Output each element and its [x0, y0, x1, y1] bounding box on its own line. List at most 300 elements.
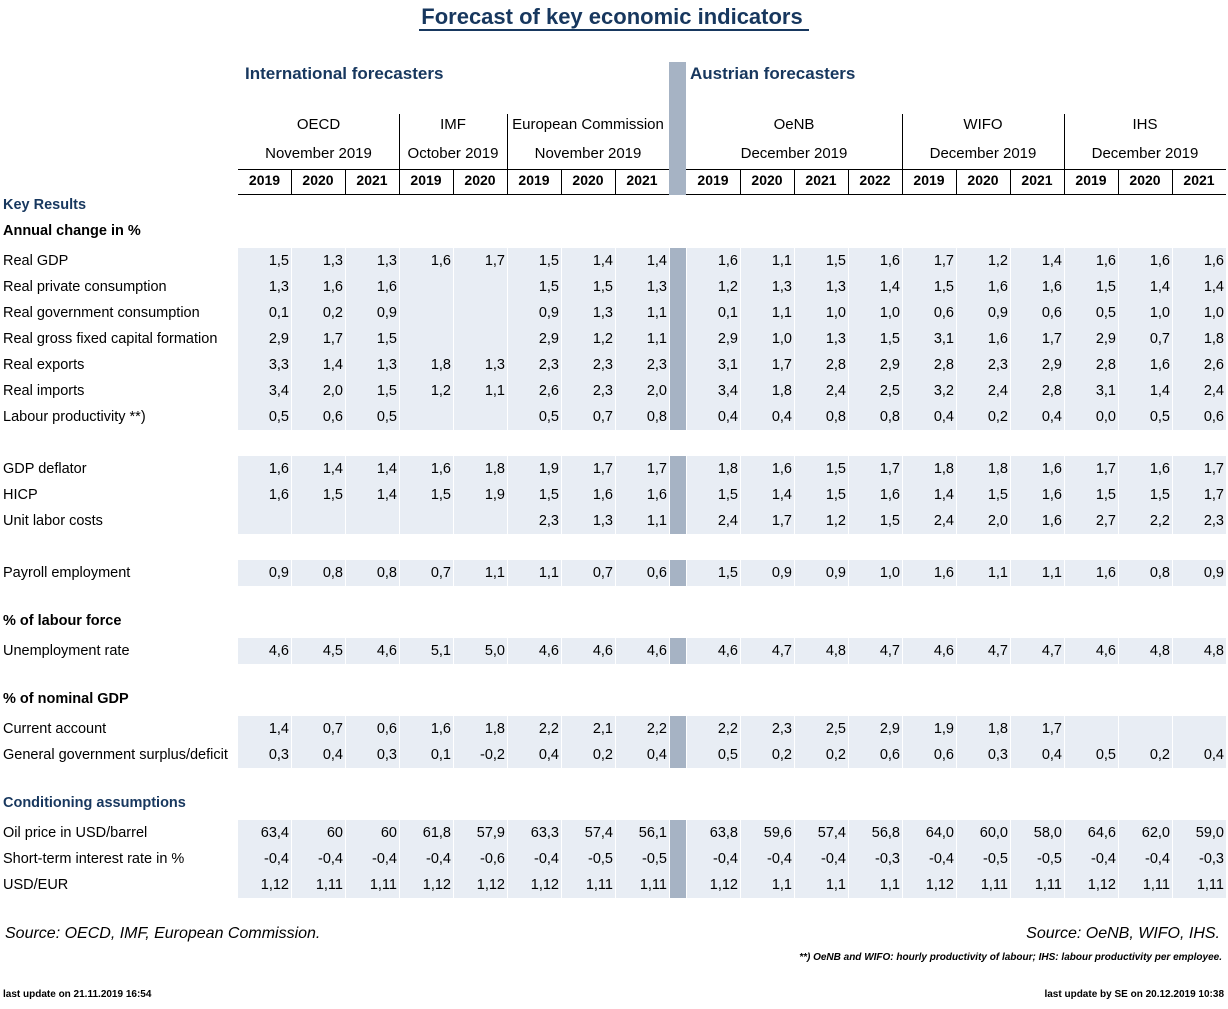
table-cell: 1,3	[592, 513, 613, 529]
table-cell: 1,12	[1087, 877, 1116, 893]
table-cell: 1,6	[1041, 513, 1062, 529]
table-cell: 1,7	[592, 461, 613, 477]
column-org: OeNB	[773, 116, 815, 133]
table-cell: -0,4	[929, 851, 954, 867]
table-cell: 1,11	[369, 877, 397, 893]
year-header: 2021	[1183, 172, 1215, 188]
column-date: December 2019	[1091, 145, 1199, 162]
table-cell: 56,8	[871, 825, 900, 841]
year-header: 2019	[518, 172, 550, 188]
table-cell: 1,8	[1203, 331, 1224, 347]
table-cell: 59,0	[1195, 825, 1224, 841]
table-cell: 0,4	[717, 409, 738, 425]
table-cell: 1,2	[717, 279, 738, 295]
section-annual-change: Annual change in %	[3, 223, 141, 239]
table-cell: 1,2	[430, 383, 451, 399]
column-date: November 2019	[534, 145, 642, 162]
table-cell: 57,4	[584, 825, 613, 841]
table-cell: 1,2	[592, 331, 613, 347]
table-cell: 1,3	[825, 331, 846, 347]
table-cell: 0,7	[1149, 331, 1170, 347]
year-divider	[561, 170, 562, 194]
year-header: 2019	[913, 172, 945, 188]
table-cell: 0,5	[268, 409, 289, 425]
table-cell: 2,2	[1149, 513, 1170, 529]
table-cell: 1,7	[322, 331, 343, 347]
table-cell: 1,11	[639, 877, 667, 893]
header-rule	[902, 194, 1064, 195]
table-cell: 1,5	[1149, 487, 1170, 503]
table-cell: 1,2	[825, 513, 846, 529]
table-cell: 5,0	[484, 643, 505, 659]
table-cell: 1,11	[1142, 877, 1170, 893]
table-cell: 1,3	[646, 279, 667, 295]
source-international: Source: OECD, IMF, European Commission.	[5, 925, 321, 942]
table-cell: 2,4	[717, 513, 738, 529]
table-cell: 1,8	[987, 721, 1008, 737]
table-cell: 1,5	[1095, 279, 1116, 295]
table-cell: 0,8	[646, 409, 667, 425]
table-cell: 1,11	[315, 877, 343, 893]
table-cell: 57,4	[817, 825, 846, 841]
table-cell: 1,8	[717, 461, 738, 477]
table-cell: 1,6	[1095, 565, 1116, 581]
table-cell: 0,4	[771, 409, 792, 425]
table-cell: 1,0	[879, 305, 900, 321]
table-cell: 4,6	[646, 643, 667, 659]
table-cell: 2,3	[771, 721, 792, 737]
table-cell: 4,6	[717, 643, 738, 659]
table-cell: -0,4	[372, 851, 397, 867]
table-cell: 2,6	[1203, 357, 1224, 373]
table-cell: 0,4	[1041, 747, 1062, 763]
table-cell: 1,1	[771, 253, 792, 269]
table-cell: 1,1	[987, 565, 1008, 581]
table-cell: 1,5	[717, 487, 738, 503]
row-label: GDP deflator	[3, 461, 87, 477]
table-cell: 0,2	[825, 747, 846, 763]
section-nominal-gdp: % of nominal GDP	[3, 691, 129, 707]
table-cell: 1,6	[430, 253, 451, 269]
row-label: Real private consumption	[3, 279, 167, 295]
table-cell: 1,6	[879, 487, 900, 503]
table-cell: 0,6	[1203, 409, 1224, 425]
table-cell: 1,0	[771, 331, 792, 347]
table-cell: 5,1	[430, 643, 451, 659]
table-cell: -0,6	[480, 851, 505, 867]
table-cell: -0,5	[588, 851, 613, 867]
source-austrian: Source: OeNB, WIFO, IHS.	[1026, 925, 1220, 942]
year-header: 2020	[302, 172, 334, 188]
table-cell: 0,3	[268, 747, 289, 763]
table-cell: -0,4	[264, 851, 289, 867]
table-cell: 2,9	[268, 331, 289, 347]
table-cell: 3,4	[717, 383, 738, 399]
year-divider	[740, 170, 741, 194]
table-cell: -0,4	[821, 851, 846, 867]
table-cell: 1,6	[1041, 461, 1062, 477]
table-cell: 2,3	[987, 357, 1008, 373]
table-cell: 1,4	[1041, 253, 1062, 269]
table-cell: 1,3	[484, 357, 505, 373]
table-cell: 57,9	[476, 825, 505, 841]
table-cell: 1,6	[1095, 253, 1116, 269]
table-cell: 0,2	[771, 747, 792, 763]
table-cell: 64,6	[1087, 825, 1116, 841]
table-cell: -0,4	[767, 851, 792, 867]
header-rule	[238, 194, 399, 195]
row-label: Real gross fixed capital formation	[3, 331, 218, 347]
table-cell: -0,4	[1091, 851, 1116, 867]
row-label: Unit labor costs	[3, 513, 103, 529]
table-cell: 1,6	[987, 279, 1008, 295]
table-cell: 2,4	[933, 513, 954, 529]
table-cell: 1,4	[1149, 383, 1170, 399]
table-cell: 1,1	[484, 565, 505, 581]
year-divider	[1172, 170, 1173, 194]
table-cell: 2,9	[879, 721, 900, 737]
table-cell: 1,6	[592, 487, 613, 503]
table-cell: 0,2	[987, 409, 1008, 425]
table-cell: 1,5	[592, 279, 613, 295]
section-labour-force: % of labour force	[3, 613, 122, 629]
table-cell: 0,4	[933, 409, 954, 425]
table-cell: 4,6	[268, 643, 289, 659]
table-cell: 4,6	[538, 643, 559, 659]
header-rule	[399, 194, 507, 195]
table-cell: 1,0	[879, 565, 900, 581]
table-cell: 1,3	[771, 279, 792, 295]
table-cell: 1,6	[1041, 279, 1062, 295]
year-header: 2020	[1129, 172, 1161, 188]
table-cell: 1,3	[376, 253, 397, 269]
table-cell: 0,7	[592, 565, 613, 581]
table-cell: 0,7	[430, 565, 451, 581]
row-label: Real government consumption	[3, 305, 200, 321]
table-cell: 1,3	[322, 253, 343, 269]
year-header: 2019	[697, 172, 729, 188]
table-cell: 1,5	[322, 487, 343, 503]
table-cell: 1,8	[933, 461, 954, 477]
table-cell: 1,4	[1203, 279, 1224, 295]
table-cell: 1,4	[1149, 279, 1170, 295]
table-cell: 2,2	[538, 721, 559, 737]
table-cell: 2,3	[538, 513, 559, 529]
table-cell: 1,5	[987, 487, 1008, 503]
table-cell: 60,0	[979, 825, 1008, 841]
table-cell: -0,4	[426, 851, 451, 867]
table-cell: 0,4	[322, 747, 343, 763]
table-cell: 1,5	[376, 331, 397, 347]
table-cell: 1,12	[260, 877, 289, 893]
table-cell: 4,5	[322, 643, 343, 659]
column-org: WIFO	[963, 116, 1003, 133]
table-cell: 1,4	[646, 253, 667, 269]
table-cell: 63,8	[709, 825, 738, 841]
table-cell: 2,5	[825, 721, 846, 737]
table-cell: 0,2	[592, 747, 613, 763]
table-cell: 4,6	[592, 643, 613, 659]
table-cell: 1,0	[825, 305, 846, 321]
table-cell: 1,8	[987, 461, 1008, 477]
table-cell: 0,1	[268, 305, 289, 321]
table-cell: -0,5	[1037, 851, 1062, 867]
table-cell: 1,5	[879, 513, 900, 529]
table-cell: 1,6	[1149, 357, 1170, 373]
table-cell: 2,5	[879, 383, 900, 399]
table-cell: 60	[380, 825, 397, 841]
table-cell: 1,7	[933, 253, 954, 269]
year-header: 2020	[464, 172, 496, 188]
table-cell: 0,4	[538, 747, 559, 763]
table-cell: 1,9	[484, 487, 505, 503]
table-cell: 1,5	[1095, 487, 1116, 503]
table-cell: 2,0	[646, 383, 667, 399]
table-cell: 0,8	[879, 409, 900, 425]
table-cell: 0,9	[771, 565, 792, 581]
table-cell: 0,6	[933, 305, 954, 321]
table-cell: 4,7	[771, 643, 792, 659]
separator-bar	[670, 560, 686, 586]
table-cell: 1,5	[825, 253, 846, 269]
row-label: Real GDP	[3, 253, 69, 269]
table-cell: 1,0	[1203, 305, 1224, 321]
table-cell: 1,5	[376, 383, 397, 399]
table-cell: 4,8	[1149, 643, 1170, 659]
table-cell: 0,3	[987, 747, 1008, 763]
table-cell: 1,1	[825, 877, 846, 893]
table-cell: 2,8	[933, 357, 954, 373]
table-cell: 1,5	[717, 565, 738, 581]
table-cell: 1,1	[771, 305, 792, 321]
table-cell: 1,11	[1034, 877, 1062, 893]
row-label: Real exports	[3, 357, 85, 373]
table-cell: 1,2	[987, 253, 1008, 269]
separator-bar	[670, 820, 686, 898]
table-cell: 1,5	[538, 487, 559, 503]
table-cell: 1,5	[268, 253, 289, 269]
table-cell: 2,9	[538, 331, 559, 347]
table-cell: 1,4	[879, 279, 900, 295]
year-header: 2019	[248, 172, 281, 188]
year-header: 2020	[572, 172, 604, 188]
table-cell: -0,3	[875, 851, 900, 867]
year-header: 2022	[859, 172, 891, 188]
table-cell: 1,4	[322, 461, 343, 477]
table-cell: 0,8	[1149, 565, 1170, 581]
table-cell: 3,1	[717, 357, 738, 373]
table-cell: 2,9	[879, 357, 900, 373]
year-divider	[615, 170, 616, 194]
table-cell: 63,3	[530, 825, 559, 841]
table-cell: 1,6	[987, 331, 1008, 347]
table-cell: 2,3	[592, 357, 613, 373]
table-cell: 2,0	[987, 513, 1008, 529]
table-cell: -0,4	[1145, 851, 1170, 867]
year-header: 2021	[626, 172, 658, 188]
column-org: IHS	[1132, 116, 1158, 133]
table-cell: 56,1	[638, 825, 667, 841]
table-cell: 2,8	[825, 357, 846, 373]
year-header: 2020	[751, 172, 783, 188]
table-cell: 2,8	[1095, 357, 1116, 373]
table-cell: 1,6	[322, 279, 343, 295]
table-cell: 1,6	[1149, 253, 1170, 269]
table-cell: 1,8	[430, 357, 451, 373]
table-cell: 1,3	[592, 305, 613, 321]
table-cell: 0,9	[825, 565, 846, 581]
table-cell: 1,8	[484, 721, 505, 737]
table-cell: 1,4	[268, 721, 289, 737]
table-cell: 59,6	[763, 825, 792, 841]
table-cell: 1,12	[422, 877, 451, 893]
table-cell: 1,3	[268, 279, 289, 295]
table-cell: 1,6	[1041, 487, 1062, 503]
table-cell: 1,0	[1149, 305, 1170, 321]
section-conditioning: Conditioning assumptions	[3, 795, 186, 811]
table-cell: 0,4	[1041, 409, 1062, 425]
year-divider	[794, 170, 795, 194]
year-header: 2021	[1021, 172, 1053, 188]
table-cell: 1,6	[1203, 253, 1224, 269]
table-cell: 0,5	[717, 747, 738, 763]
table-cell: 1,11	[585, 877, 613, 893]
column-date: October 2019	[407, 145, 499, 162]
table-cell: 2,2	[646, 721, 667, 737]
table-cell: 2,4	[825, 383, 846, 399]
year-divider	[1010, 170, 1011, 194]
table-cell: 0,5	[538, 409, 559, 425]
table-cell: 1,1	[646, 513, 667, 529]
row-label: Real imports	[3, 383, 85, 399]
table-cell: 1,5	[825, 487, 846, 503]
table-cell: 0,1	[717, 305, 738, 321]
row-label: USD/EUR	[3, 877, 69, 893]
table-cell: 0,1	[430, 747, 451, 763]
year-divider	[1118, 170, 1119, 194]
year-divider	[956, 170, 957, 194]
table-cell: 1,5	[933, 279, 954, 295]
section-key-results: Key Results	[3, 197, 87, 213]
table-cell: 1,6	[646, 487, 667, 503]
table-cell: 1,11	[980, 877, 1008, 893]
table-cell: -0,5	[642, 851, 667, 867]
table-cell: 0,4	[1203, 747, 1224, 763]
table-cell: 2,2	[717, 721, 738, 737]
table-cell: 1,7	[771, 357, 792, 373]
table-cell: 0,9	[1203, 565, 1224, 581]
column-date: December 2019	[740, 145, 848, 162]
year-header: 2021	[805, 172, 837, 188]
table-cell: 4,7	[1041, 643, 1062, 659]
table-cell: 4,7	[987, 643, 1008, 659]
table-cell: 0,5	[1095, 747, 1116, 763]
table-cell: 0,9	[268, 565, 289, 581]
footnote: **) OeNB and WIFO: hourly productivity of labour; IHS: labour productivity per employee.	[799, 952, 1222, 963]
separator-bar	[670, 456, 686, 534]
table-cell: 0,0	[1095, 409, 1116, 425]
table-cell: 0,8	[825, 409, 846, 425]
row-label: Current account	[3, 721, 107, 737]
group-austrian: Austrian forecasters	[690, 64, 856, 83]
table-cell: 1,1	[538, 565, 559, 581]
table-cell: 0,7	[592, 409, 613, 425]
year-divider	[453, 170, 454, 194]
table-cell: 0,6	[933, 747, 954, 763]
table-cell: 4,8	[825, 643, 846, 659]
table-cell: 62,0	[1141, 825, 1170, 841]
table-cell: 1,11	[1196, 877, 1224, 893]
year-header: 2019	[1075, 172, 1107, 188]
table-cell: 1,1	[646, 305, 667, 321]
table-cell: 4,8	[1203, 643, 1224, 659]
table-cell: 1,7	[1095, 461, 1116, 477]
table-cell: 4,7	[879, 643, 900, 659]
table-cell: 1,4	[771, 487, 792, 503]
table-cell: 3,4	[268, 383, 289, 399]
table-cell: 1,7	[646, 461, 667, 477]
row-label: Short-term interest rate in %	[3, 851, 185, 867]
table-cell: 0,6	[1041, 305, 1062, 321]
table-cell: 0,6	[646, 565, 667, 581]
table-cell: 1,6	[717, 253, 738, 269]
table-cell: 2,4	[987, 383, 1008, 399]
separator-bar	[670, 716, 686, 768]
table-cell: 3,3	[268, 357, 289, 373]
table-cell: 1,3	[825, 279, 846, 295]
table-cell: 1,5	[825, 461, 846, 477]
header-rule	[1064, 194, 1226, 195]
table-cell: 1,8	[484, 461, 505, 477]
table-cell: 2,8	[1041, 383, 1062, 399]
table-cell: 1,4	[376, 461, 397, 477]
table-cell: 1,6	[879, 253, 900, 269]
table-cell: 1,12	[709, 877, 738, 893]
header-rule	[507, 194, 669, 195]
table-cell: 2,1	[592, 721, 613, 737]
table-cell: 1,1	[484, 383, 505, 399]
header-rule	[686, 194, 902, 195]
table-cell: 0,5	[376, 409, 397, 425]
last-update-right: last update by SE on 20.12.2019 10:38	[1044, 989, 1224, 1000]
table-cell: 0,4	[646, 747, 667, 763]
table-cell: 1,12	[530, 877, 559, 893]
table-cell: -0,4	[318, 851, 343, 867]
table-cell: -0,5	[983, 851, 1008, 867]
table-cell: 4,6	[376, 643, 397, 659]
table-cell: 64,0	[925, 825, 954, 841]
table-cell: 1,7	[1203, 461, 1224, 477]
table-cell: 0,8	[322, 565, 343, 581]
table-cell: 1,1	[771, 877, 792, 893]
table-cell: 1,6	[268, 461, 289, 477]
table-cell: 1,7	[879, 461, 900, 477]
year-divider	[291, 170, 292, 194]
table-cell: 63,4	[260, 825, 289, 841]
column-date: December 2019	[929, 145, 1037, 162]
table-cell: 0,9	[538, 305, 559, 321]
table-cell: 0,9	[987, 305, 1008, 321]
table-cell: 1,3	[376, 357, 397, 373]
table-cell: 0,2	[322, 305, 343, 321]
table-cell: 0,9	[376, 305, 397, 321]
table-cell: 2,7	[1095, 513, 1116, 529]
table-cell: 2,3	[1203, 513, 1224, 529]
table-cell: 1,9	[538, 461, 559, 477]
table-cell: 1,12	[925, 877, 954, 893]
table-cell: 4,6	[1095, 643, 1116, 659]
table-cell: 1,1	[879, 877, 900, 893]
